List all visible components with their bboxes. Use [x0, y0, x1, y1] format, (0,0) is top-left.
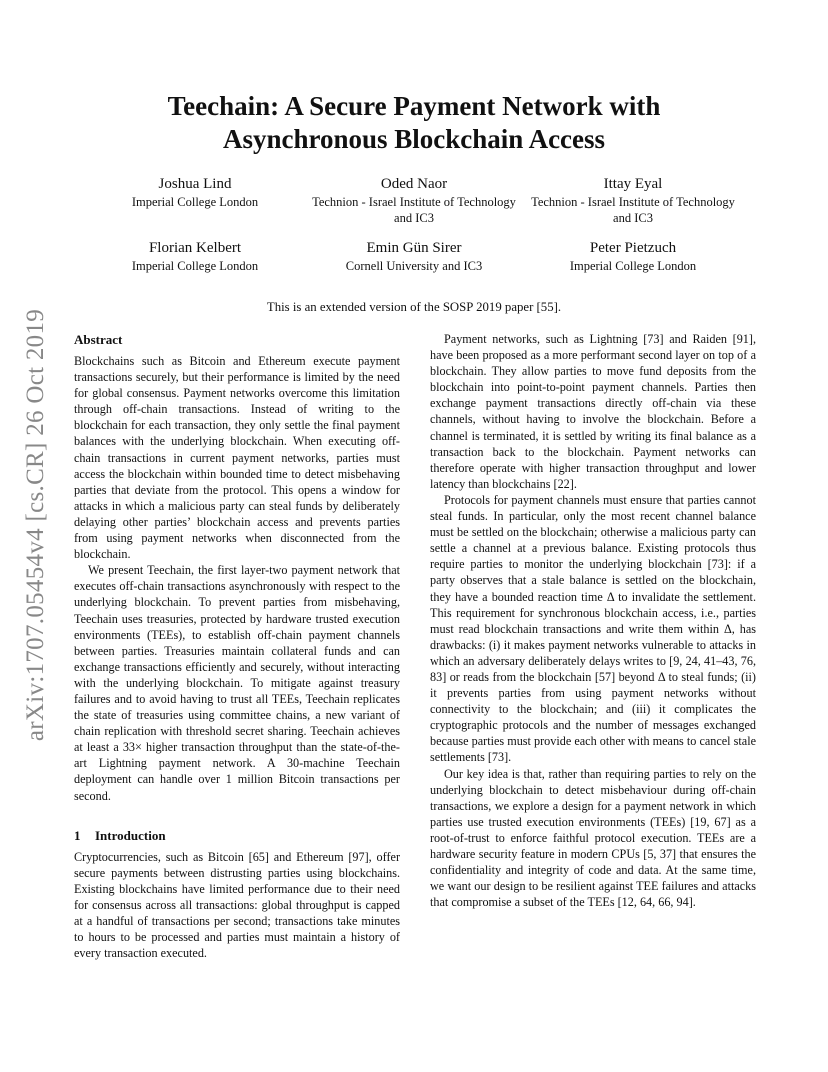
title-line-1: Teechain: A Secure Payment Network with	[167, 91, 661, 121]
author-affiliation: Technion - Israel Institute of Technology and IC3	[312, 195, 516, 225]
abstract-heading: Abstract	[74, 332, 123, 347]
author-4	[90, 238, 300, 274]
arxiv-identifier: arXiv:1707.05454v4 [cs.CR] 26 Oct 2019	[22, 308, 49, 742]
paper-title	[100, 90, 728, 156]
author-affiliation: Cornell University and IC3	[345, 259, 483, 273]
left-column	[74, 331, 400, 961]
intro-paragraph-1: Cryptocurrencies, such as Bitcoin [65] and Ethereum [97], offer secure payments between distrusting parties using blockchains. Existing blockchains have limited performance due to their need for consensus across all transactions: global throughput is capped at a handful of transactions per second; transactions take minutes to hours to be processed and parties must maintain a history of every transaction executed.	[74, 849, 400, 961]
intro-paragraph-2: Payment networks, such as Lightning [73] and Raiden [91], have been proposed as a more performant second layer on top of a blockchain. They allow parties to move fund deposits from the blockchain into point-to-point payment channels. Parties then exchange payment transactions directly off-chain via these channels, without having to involve the blockchain. Before a channel is terminated, it is settled by writing its final balance as a transaction back to the blockchain. Payment networks can therefore operate with higher transaction throughput and lower latency than blockchains [22].	[430, 332, 756, 491]
author-name: Oded Naor	[380, 176, 448, 192]
author-5	[309, 238, 519, 274]
author-name: Ittay Eyal	[603, 176, 663, 192]
author-3	[528, 174, 738, 226]
right-column	[430, 331, 756, 910]
author-1	[90, 174, 300, 226]
author-affiliation: Imperial College London	[131, 259, 259, 273]
section-number: 1	[74, 827, 81, 843]
author-2	[309, 174, 519, 226]
author-name: Emin Gün Sirer	[366, 240, 462, 256]
author-row-2	[90, 238, 738, 274]
abstract-paragraph-1: Blockchains such as Bitcoin and Ethereum execute payment transactions securely, but their performance is limited by the need for global consensus. Payment networks overcome this limitation through off-chain transactions. Instead of writing to the blockchain for each transaction, they only settle the final payment balances with the underlying blockchain. When executing off-chain transactions in current payment networks, parties must access the blockchain within bounded time to detect misbehaving parties that deviate from the protocol. This opens a window for attacks in which a malicious party can steal funds by deliberately delaying other parties’ blockchain access and prevents parties from using payment networks when disconnected from the blockchain.	[74, 354, 400, 562]
section-title: Introduction	[95, 827, 166, 843]
extended-version-note: This is an extended version of the SOSP 2019 paper [55].	[266, 300, 562, 314]
author-6	[528, 238, 738, 274]
author-name: Florian Kelbert	[148, 240, 242, 256]
author-affiliation: Technion - Israel Institute of Technology and IC3	[531, 195, 735, 225]
introduction-heading	[74, 827, 400, 844]
intro-paragraph-4: Our key idea is that, rather than requiring parties to rely on the underlying blockchain to detect misbehaviour during off-chain transactions, we explore a design for a payment network in which parties use trusted execution environments (TEEs) [19, 67] as a root-of-trust to enforce faithful protocol execution. TEEs are a hardware security feature in modern CPUs [5, 37] that ensures the confidentiality and integrity of code and data. At the same time, we want our design to be resilient against TEE failures and attacks that compromise a subset of the TEEs [12, 64, 66, 94].	[430, 766, 756, 910]
author-name: Peter Pietzuch	[589, 240, 677, 256]
intro-paragraph-3: Protocols for payment channels must ensure that parties cannot steal funds. In particular, only the most recent channel balance must be settled on the blockchain; otherwise a malicious party can settle a channel at a previous balance. Existing protocols thus require parties to monitor the underlying blockchain [73]: if a party observes that a stale balance is settled on the blockchain, they have a bounded reaction time Δ to invalidate the settlement. This requirement for synchronous blockchain access, i.e., parties must read blockchain transactions and write them within Δ, has drawbacks: (i) it makes payment networks vulnerable to attacks in which an adversary deliberately delays writes to [9, 24, 41–43, 76, 83] or reads from the blockchain [57] beyond Δ to steal funds; (ii) it prevents parties from using payment networks without connectivity to the blockchain; and (iii) it complicates the cryptographic protocols and the number of messages exchanged because parties must provide each other with means to cancel stale settlements [73].	[430, 492, 756, 765]
author-affiliation: Imperial College London	[131, 195, 259, 209]
abstract-paragraph-2: We present Teechain, the first layer-two payment network that executes off-chain transactions asynchronously with respect to the underlying blockchain. To prevent parties from misbehaving, Teechain uses treasuries, protected by hardware trusted execution environments (TEEs), to establish off-chain payment channels between parties. Treasuries maintain collateral funds and can exchange transactions efficiently and securely, without interacting with the underlying blockchain. To mitigate against treasury failures and to avoid having to trust all TEEs, Teechain replicates the state of treasuries using committee chains, a new variant of chain replication with threshold secret sharing. Teechain achieves at least a 33× higher transaction throughput than the state-of-the-art Lightning payment network. A 30-machine Teechain deployment can handle over 1 million Bitcoin transactions per second.	[74, 563, 400, 803]
title-line-2: Asynchronous Blockchain Access	[222, 124, 606, 154]
author-name: Joshua Lind	[158, 176, 232, 192]
author-block	[90, 174, 738, 274]
author-row-1	[90, 174, 738, 226]
author-affiliation: Imperial College London	[569, 259, 697, 273]
